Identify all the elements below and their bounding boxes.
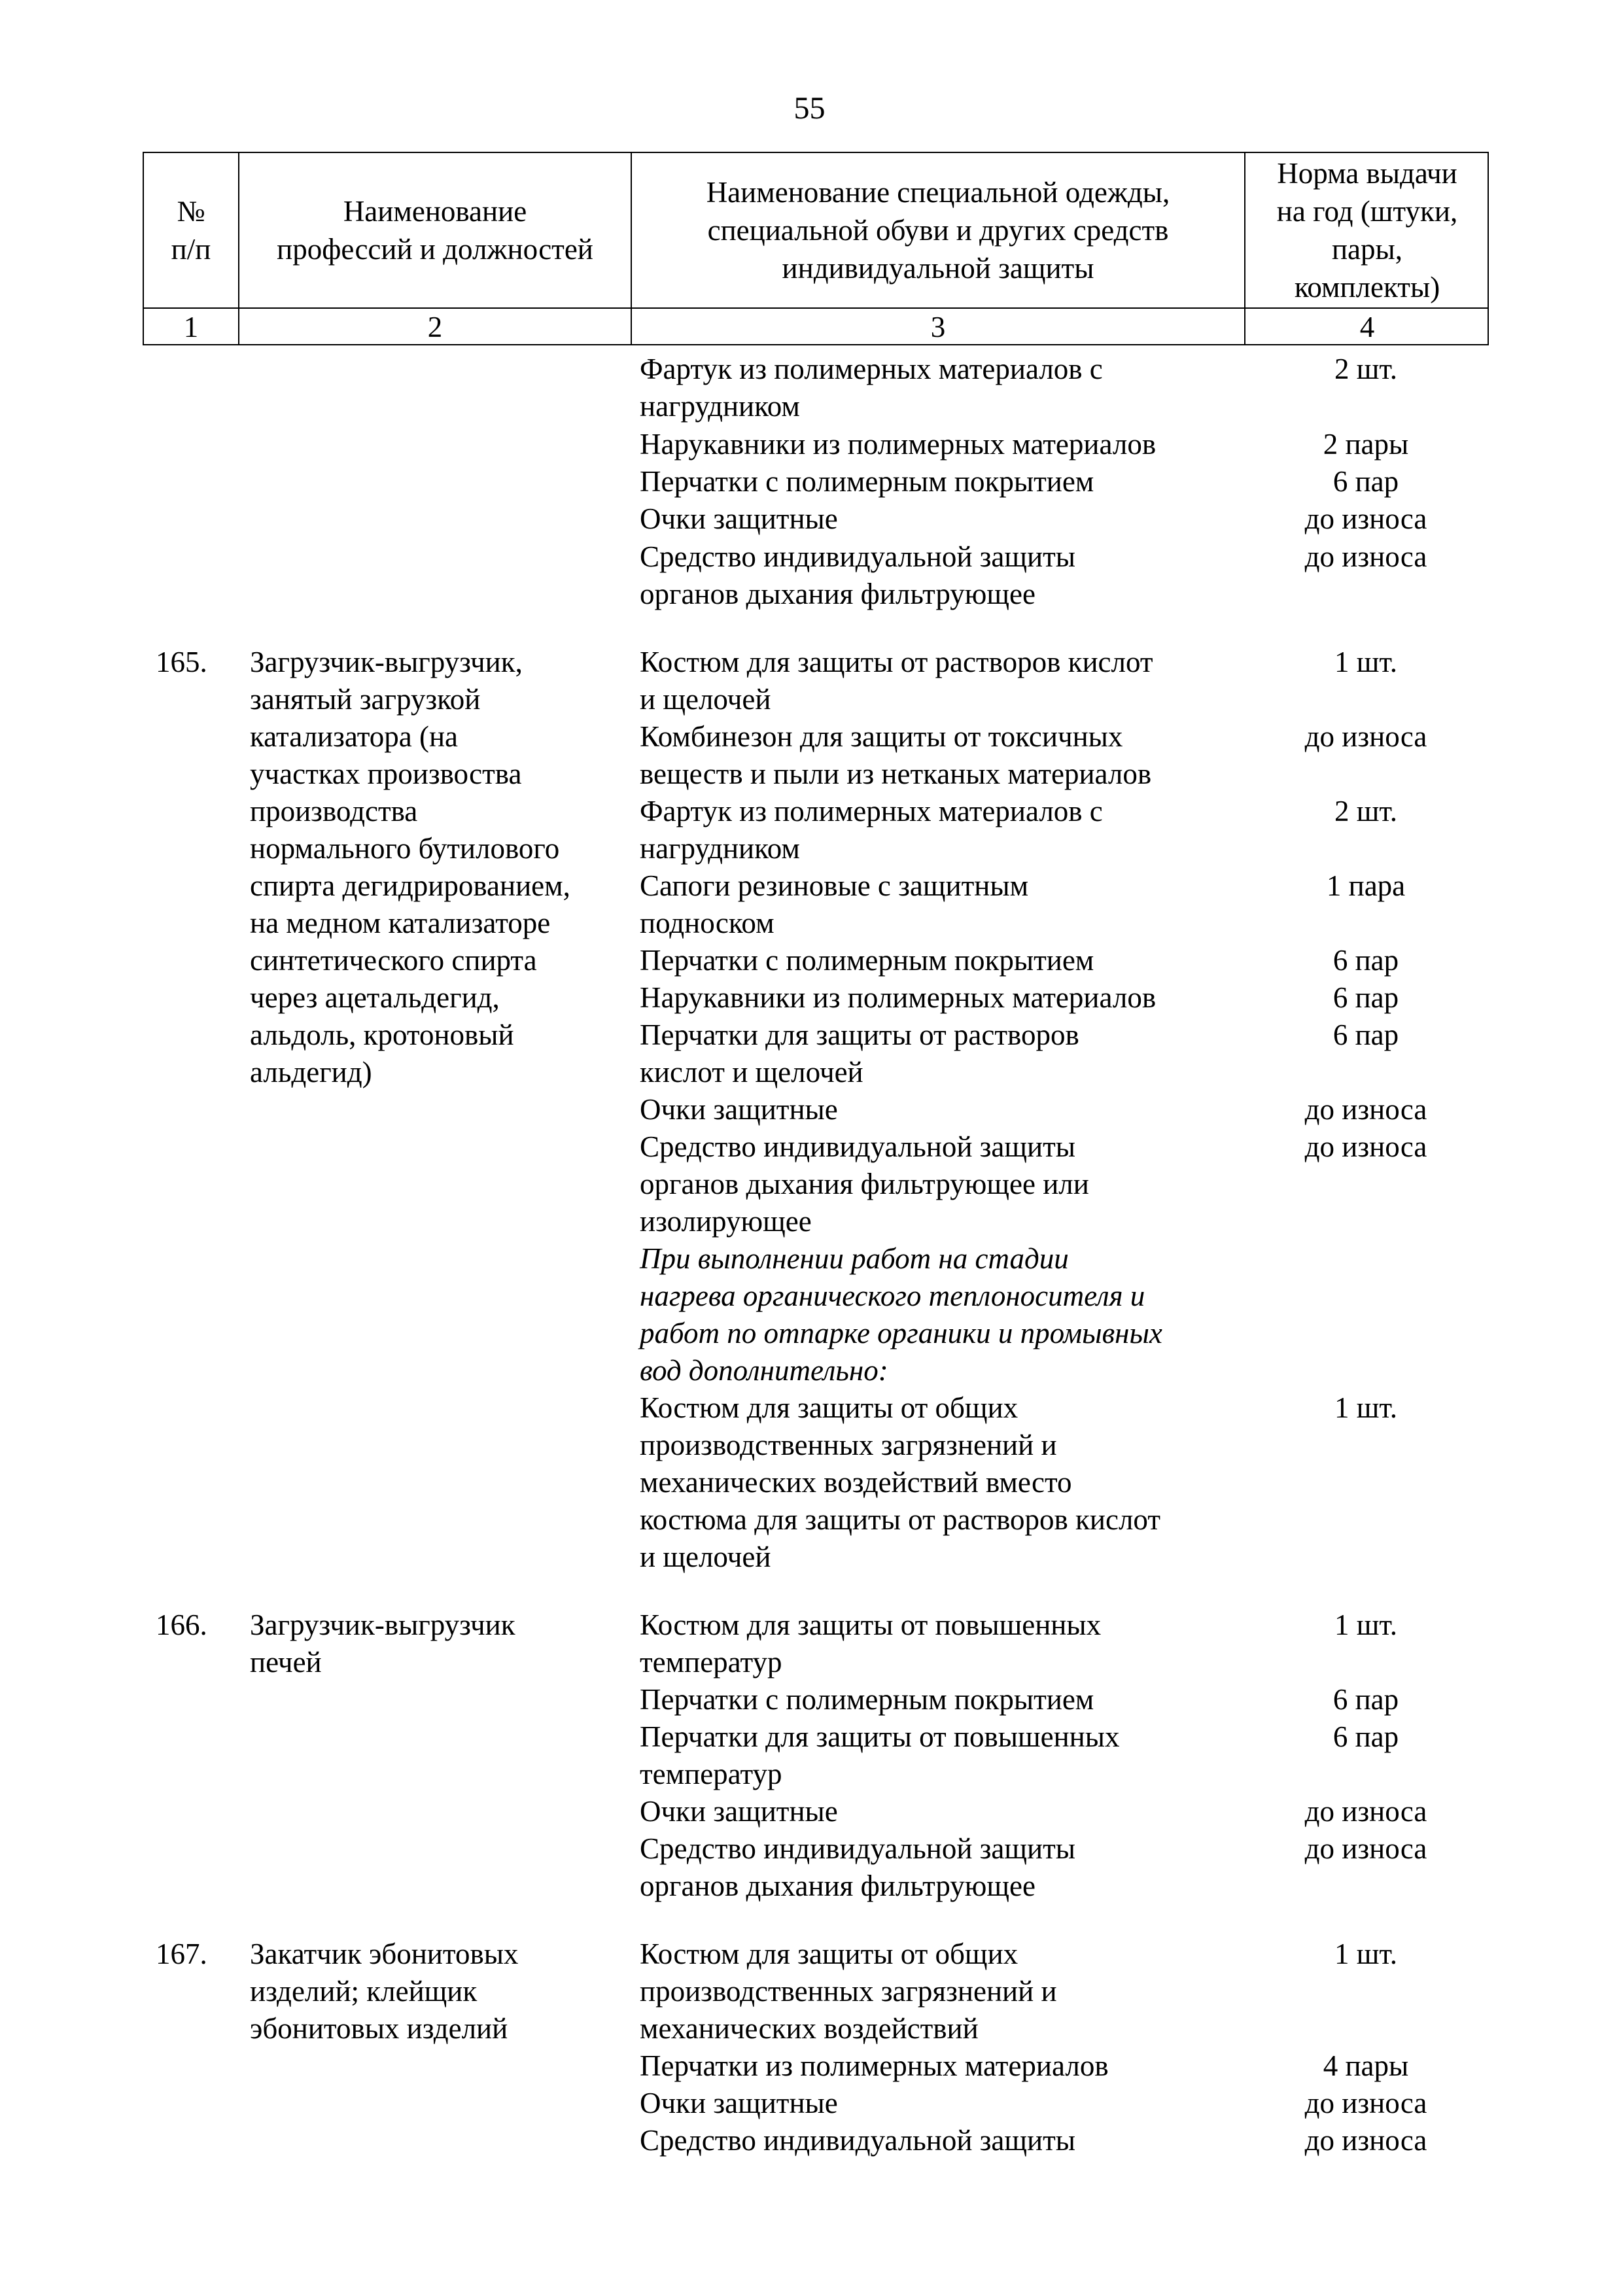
condition-note-line: работ по отпарке органики и промывных — [640, 1317, 1162, 1349]
equipment-line: костюма для защиты от растворов кислот — [640, 1503, 1161, 1536]
equipment-line: нагрудником — [640, 832, 800, 865]
equipment-line: Сапоги резиновые с защитным — [640, 869, 1029, 902]
profession-line: на медном катализаторе — [250, 907, 551, 939]
equipment-line: Костюм для защиты от общих — [640, 1938, 1018, 1970]
equipment-line: Средство индивидуальной защиты — [640, 1832, 1076, 1865]
norm-value: до износа — [1304, 540, 1427, 573]
condition-note-line: вод дополнительно: — [640, 1354, 888, 1387]
equipment-line: изолирующее — [640, 1205, 812, 1238]
profession-line: альдоль, кротоновый — [250, 1018, 514, 1051]
equipment-line: кислот и щелочей — [640, 1056, 863, 1088]
equipment-line: органов дыхания фильтрующее — [640, 1870, 1036, 1902]
equipment-line: Нарукавники из полимерных материалов — [640, 428, 1157, 461]
profession-line: катализатора (на — [250, 720, 459, 753]
equipment-line: Фартук из полимерных материалов с — [640, 795, 1103, 827]
norm-value: до износа — [1304, 2087, 1427, 2119]
condition-note-line: При выполнении работ на стадии — [640, 1242, 1069, 1275]
profession-line: эбонитовых изделий — [250, 2012, 508, 2045]
profession-line: производства — [250, 795, 418, 827]
equipment-line: Перчатки для защиты от повышенных — [640, 1720, 1120, 1753]
column-number-2: 2 — [427, 311, 443, 343]
norm-value: 6 пар — [1332, 1683, 1399, 1716]
equipment-line: органов дыхания фильтрующее — [640, 578, 1036, 610]
equipment-line: подноском — [640, 907, 775, 939]
column-number-4: 4 — [1359, 311, 1375, 343]
norm-value: 6 пар — [1332, 981, 1399, 1014]
equipment-line: Перчатки с полимерным покрытием — [640, 1683, 1094, 1716]
equipment-line: и щелочей — [640, 1540, 771, 1573]
profession-line: синтетического спирта — [250, 944, 537, 977]
norm-value: до износа — [1304, 1832, 1427, 1865]
equipment-line: Перчатки с полимерным покрытием — [640, 944, 1094, 977]
entry-number: 167. — [156, 1938, 207, 1970]
header-norm-column: Норма выдачи на год (штуки, пары, комплекты) — [1276, 157, 1458, 304]
norm-value: до износа — [1304, 1093, 1427, 1126]
norm-value: 1 шт. — [1334, 1938, 1397, 1970]
profession-line: изделий; клейщик — [250, 1975, 478, 2008]
norm-value: 6 пар — [1332, 1720, 1399, 1753]
column-number-1: 1 — [183, 311, 199, 343]
header-number-column: № п/п — [171, 195, 211, 266]
norm-value: 1 шт. — [1334, 646, 1397, 678]
header-equipment-column: Наименование специальной одежды, специальной обуви и других средств индивидуальной защиты — [706, 176, 1170, 285]
profession-line: Загрузчик-выгрузчик — [250, 1609, 515, 1641]
profession-line: печей — [250, 1646, 322, 1679]
profession-line: спирта дегидрированием, — [250, 869, 570, 902]
norm-value: 4 пары — [1323, 2049, 1409, 2082]
equipment-line: Перчатки из полимерных материалов — [640, 2049, 1109, 2082]
equipment-line: температур — [640, 1646, 782, 1679]
equipment-line: температур — [640, 1758, 782, 1790]
equipment-line: Костюм для защиты от растворов кислот — [640, 646, 1153, 678]
equipment-line: производственных загрязнений и — [640, 1429, 1057, 1461]
equipment-line: Средство индивидуальной защиты — [640, 2124, 1076, 2157]
page-number: 55 — [793, 91, 826, 126]
equipment-line: Костюм для защиты от общих — [640, 1391, 1018, 1424]
equipment-line: механических воздействий — [640, 2012, 979, 2045]
equipment-line: Средство индивидуальной защиты — [640, 1130, 1076, 1163]
norm-value: 6 пар — [1332, 944, 1399, 977]
equipment-line: Очки защитные — [640, 1093, 838, 1126]
equipment-line: Перчатки для защиты от растворов — [640, 1018, 1079, 1051]
norm-value: до износа — [1304, 2124, 1427, 2157]
profession-line: нормального бутилового — [250, 832, 560, 865]
equipment-line: Нарукавники из полимерных материалов — [640, 981, 1157, 1014]
equipment-line: Средство индивидуальной защиты — [640, 540, 1076, 573]
norm-value: до износа — [1304, 1130, 1427, 1163]
equipment-line: Очки защитные — [640, 1795, 838, 1828]
equipment-line: Очки защитные — [640, 502, 838, 535]
norm-value: 1 шт. — [1334, 1391, 1397, 1424]
equipment-line: производственных загрязнений и — [640, 1975, 1057, 2008]
equipment-line: Перчатки с полимерным покрытием — [640, 465, 1094, 498]
profession-line: занятый загрузкой — [250, 683, 481, 716]
equipment-line: и щелочей — [640, 683, 771, 716]
entry-number: 166. — [156, 1609, 207, 1641]
header-profession-column: Наименование профессий и должностей — [277, 195, 593, 266]
equipment-line: веществ и пыли из нетканых материалов — [640, 757, 1152, 790]
profession-line: через ацетальдегид, — [250, 981, 500, 1014]
column-number-3: 3 — [930, 311, 946, 343]
norm-value: 6 пар — [1332, 465, 1399, 498]
norm-value: 2 шт. — [1334, 795, 1397, 827]
norm-value: 2 пары — [1323, 428, 1409, 461]
table-header — [143, 152, 1489, 345]
norm-value: 1 шт. — [1334, 1609, 1397, 1641]
norm-value: 1 пара — [1326, 869, 1406, 902]
equipment-line: Очки защитные — [640, 2087, 838, 2119]
norm-value: до износа — [1304, 1795, 1427, 1828]
equipment-line: нагрудником — [640, 390, 800, 423]
equipment-line: органов дыхания фильтрующее или — [640, 1168, 1089, 1200]
norm-value: до износа — [1304, 502, 1427, 535]
norm-value: 6 пар — [1332, 1018, 1399, 1051]
entry-number: 165. — [156, 646, 207, 678]
norm-value: 2 шт. — [1334, 353, 1397, 385]
profession-line: альдегид) — [250, 1056, 372, 1088]
condition-note-line: нагрева органического теплоносителя и — [640, 1279, 1145, 1312]
equipment-line: Костюм для защиты от повышенных — [640, 1609, 1102, 1641]
norm-value: до износа — [1304, 720, 1427, 753]
profession-line: Закатчик эбонитовых — [250, 1938, 519, 1970]
equipment-line: Фартук из полимерных материалов с — [640, 353, 1103, 385]
equipment-line: Комбинезон для защиты от токсичных — [640, 720, 1123, 753]
equipment-line: механических воздействий вместо — [640, 1466, 1072, 1499]
profession-line: участках произвоства — [250, 757, 522, 790]
profession-line: Загрузчик-выгрузчик, — [250, 646, 523, 678]
